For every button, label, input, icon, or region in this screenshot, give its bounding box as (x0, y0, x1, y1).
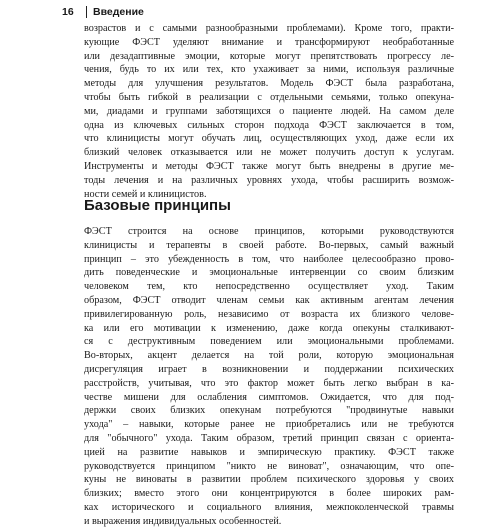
page-number: 16 (62, 6, 74, 18)
chapter-title: Введение (93, 6, 144, 18)
text-line: расстройств, учитывая, что это фактор может быть легко выбран в ка- (84, 377, 454, 389)
text-line: цией на развитие навыков и эмпирическую практику. ФЭСТ также (84, 446, 454, 458)
text-line: чтобы быть гибкой в реализации с отдельными семьями, только опекуна- (84, 91, 454, 103)
text-line: методы для улучшения результатов. Модель ФЭСТ была разработана, (84, 78, 454, 90)
text-line: руководствуется принципом "никто не виноват", означающим, что опе- (84, 460, 454, 472)
text-line: ФЭСТ строится на основе принципов, которыми руководствуются (84, 226, 454, 237)
text-line: ках исторического и социального влияния, межпоколенческой травмы (84, 501, 454, 513)
text-line: или дезадаптивные эмоции, которые могут препятствовать прогрессу ле- (84, 50, 454, 62)
text-line: дить поведенческие и эмоциональные интервенции со своим близким (84, 267, 454, 279)
text-line: ухода" – навыки, которые ранее не приобретались или не требуются (84, 419, 454, 431)
text-line: одна из ключевых сильных сторон подхода ФЭСТ заключается в том, (84, 119, 454, 131)
text-line: кующие ФЭСТ уделяют внимание и трансформируют необработанные (84, 36, 454, 48)
text-line: образом, ФЭСТ отводит членам семьи как активным агентам лечения (84, 294, 454, 306)
text-line: дисрегуляция играет в возникновении и поддержании психических (84, 363, 454, 375)
text-line: ся с деструктивным поведением или эмоциональными проблемами. (84, 336, 454, 348)
header-divider (86, 6, 87, 18)
text-line: близких; вместо этого они концентрируются в более широких рам- (84, 488, 454, 500)
paragraph-principles (84, 225, 454, 529)
text-line: для "обычного" ухода. Таким образом, третий принцип связан с ориента- (84, 432, 454, 444)
text-line: человеком тем, кто непосредственно осуществляет уход. Таким (84, 281, 454, 293)
text-line: клиницисты и терапевты в своей работе. Во-первых, самый важный (84, 239, 454, 251)
text-line: держки своих близких опекунам потребуются "продвинутые навыки (84, 405, 454, 417)
text-line: тоды лечения и на различных уровнях ухода, чтобы расширить возмож- (84, 174, 454, 186)
text-line: привилегированную роль, независимо от возраста их близкого челове- (84, 308, 454, 320)
paragraph-intro (84, 22, 454, 201)
text-line: что клиницисты могут обучать лиц, осуществляющих уход, даже если их (84, 133, 454, 145)
running-header (62, 4, 462, 20)
text-line: ми, диадами и группами заботящихся о пациенте людей. На самом деле (84, 105, 454, 117)
text-line: и выражения индивидуальных особенностей. (84, 515, 282, 527)
text-line: куны не виноваты в развитии проблем психического здоровья у своих (84, 474, 454, 486)
text-line: Инструменты и методы ФЭСТ также могут быть внедрены в другие ме- (84, 160, 454, 172)
text-line: близкий человек отказывается или не может получить доступ к услугам. (84, 147, 454, 159)
text-line: ка или его мотивации к изменению, даже когда опекуны сталкивают- (84, 322, 454, 334)
section-heading: Базовые принципы (84, 197, 231, 214)
text-line: чения, будь то их или тех, кто ухаживает за ними, используя различные (84, 64, 454, 76)
text-line: принцип – это убежденность в том, что наиболее целесообразно прово- (84, 253, 454, 265)
text-line: Во-вторых, акцент делается на той роли, которую эмоциональная (84, 350, 454, 362)
text-line: честве мишени для ослабления симптомов. Ожидается, что для под- (84, 391, 454, 403)
text-line: возрастов и с самыми разнообразными проблемами). Кроме того, практи- (84, 23, 454, 34)
text-line: ности семей и клиницистов. (84, 188, 207, 200)
